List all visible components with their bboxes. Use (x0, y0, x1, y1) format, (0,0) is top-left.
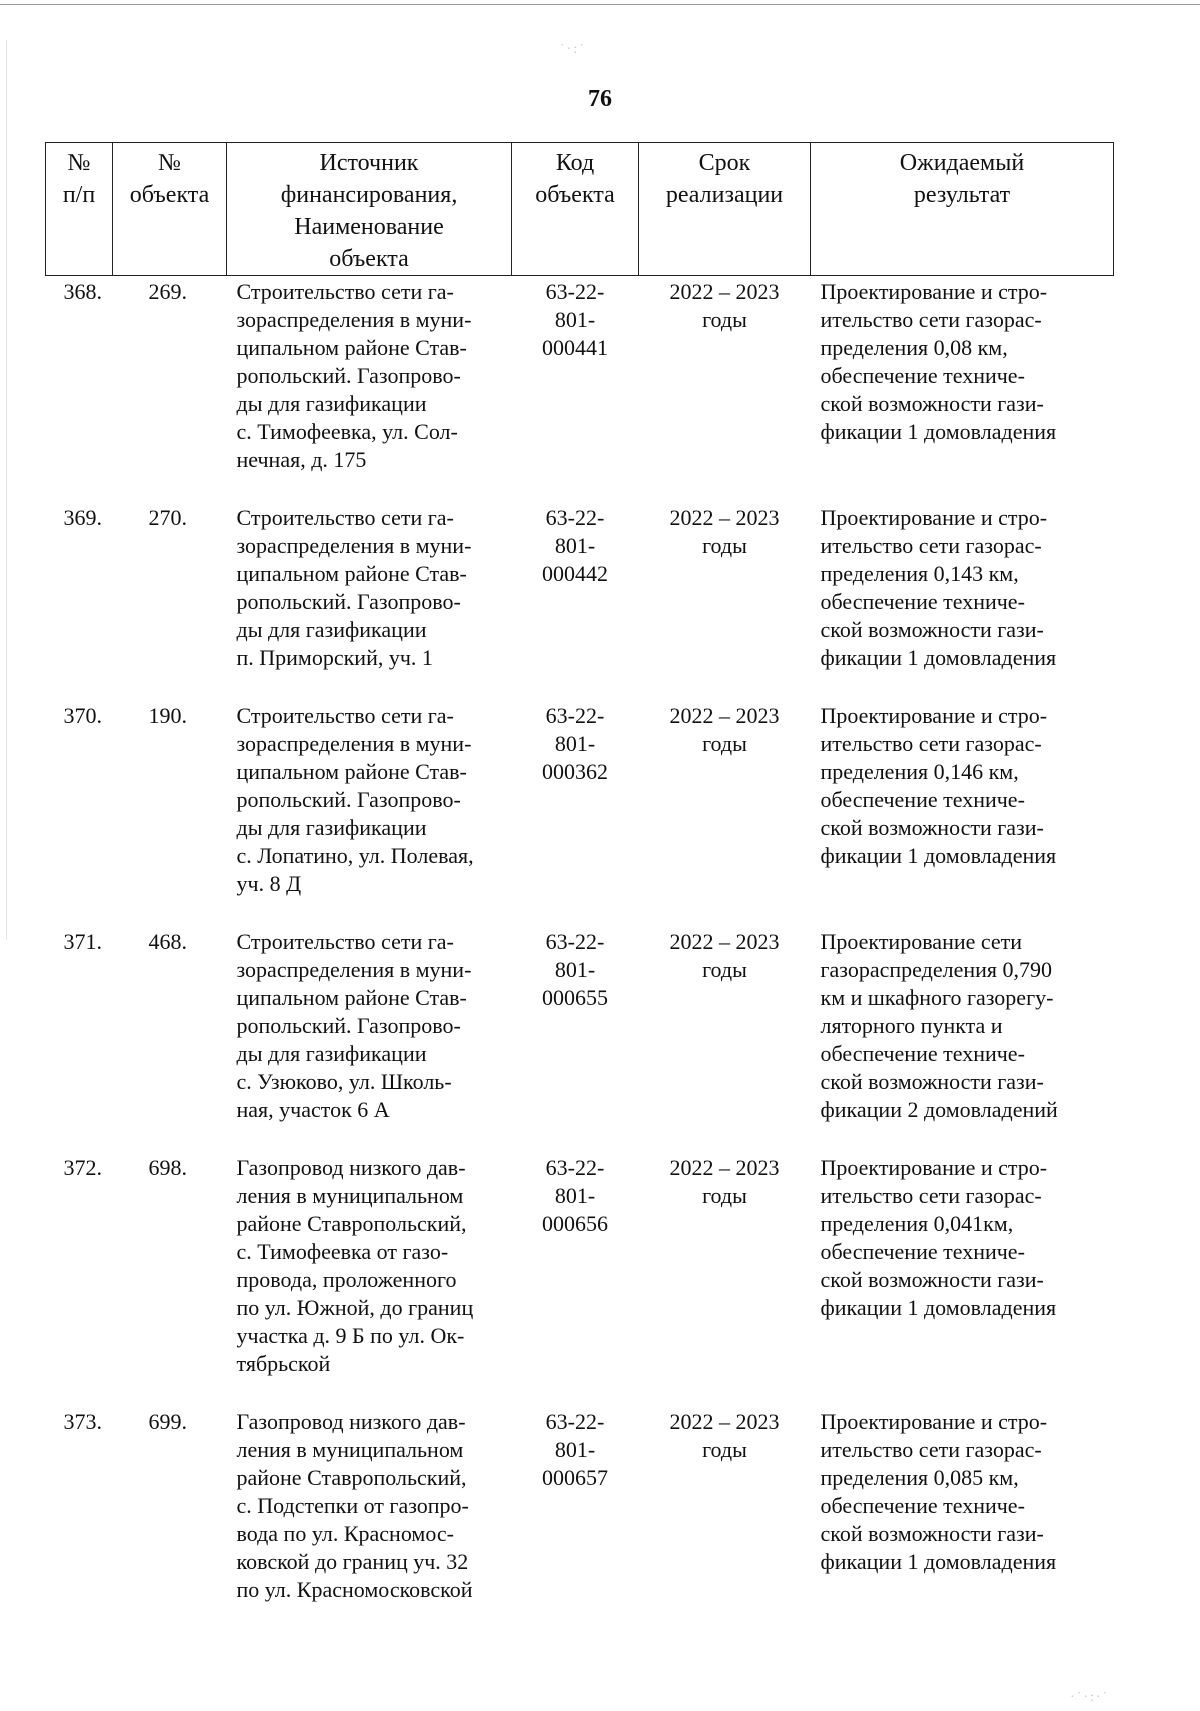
object-number: 468. (148, 929, 187, 954)
object-code: 63-22- 801- 000655 (542, 929, 608, 1010)
table-row (46, 1406, 1114, 1632)
scan-edge-line (6, 40, 7, 940)
object-number: 698. (148, 1155, 187, 1180)
row-number: 370. (63, 703, 102, 728)
object-term: 2022 – 2023 годы (669, 1155, 780, 1208)
expected-result: Проектирование сети газораспределения 0,790 км и шкафного газорегу- ляторного пункта и обеспечение техниче- ской возможности гази- фикации 2 домовладений (820, 929, 1058, 1122)
scan-noise: ˙·:˙ (560, 42, 586, 57)
object-name: Газопровод низкого дав- ления в муниципальном районе Ставропольский, с. Тимофеевка от газо- провода, проложенного по ул. Южной, до границ участка д. 9 Б по ул. Ок- тябрьской (236, 1155, 474, 1376)
row-number: 369. (63, 505, 102, 530)
table-row (46, 502, 1114, 700)
header-row-number: № п/п (46, 143, 113, 276)
object-term: 2022 – 2023 годы (669, 703, 780, 756)
object-number: 699. (148, 1409, 187, 1434)
object-code: 63-22- 801- 000442 (542, 505, 608, 586)
object-name: Строительство сети га- зораспределения в муни- ципальном районе Став- ропольский. Газопрово- ды для газификации с. Лопатино, ул. Полевая, уч. 8 Д (236, 703, 474, 896)
page-number: 76 (588, 86, 612, 112)
object-term: 2022 – 2023 годы (669, 505, 780, 558)
table-header-row (46, 143, 1114, 276)
table-row (46, 1152, 1114, 1406)
object-code: 63-22- 801- 000657 (542, 1409, 608, 1490)
objects-table (45, 142, 1114, 1632)
scan-noise: ·˙·:·˙ (1070, 1690, 1110, 1705)
expected-result: Проектирование и стро- ительство сети газорас- пределения 0,08 км, обеспечение техниче- ской возможности гази- фикации 1 домовладения (820, 279, 1057, 444)
object-term: 2022 – 2023 годы (669, 279, 780, 332)
row-number: 371. (63, 929, 102, 954)
expected-result: Проектирование и стро- ительство сети газорас- пределения 0,085 км, обеспечение техниче- ской возможности гази- фикации 1 домовладения (820, 1409, 1057, 1574)
object-term: 2022 – 2023 годы (669, 929, 780, 982)
top-border-line (0, 4, 1200, 5)
object-code: 63-22- 801- 000656 (542, 1155, 608, 1236)
object-name: Газопровод низкого дав- ления в муниципальном районе Ставропольский, с. Подстепки от газопро- вода по ул. Красномос- ковской до границ уч. 32 по ул. Красномосковской (236, 1409, 473, 1602)
object-term: 2022 – 2023 годы (669, 1409, 780, 1462)
table-row (46, 700, 1114, 926)
row-number: 368. (63, 279, 102, 304)
row-number: 373. (63, 1409, 102, 1434)
header-object-number: № объекта (113, 143, 227, 276)
row-number: 372. (63, 1155, 102, 1180)
object-number: 269. (148, 279, 187, 304)
header-term: Срок реализации (639, 143, 811, 276)
table-row (46, 276, 1114, 503)
object-number: 270. (148, 505, 187, 530)
object-code: 63-22- 801- 000362 (542, 703, 608, 784)
header-object-code: Код объекта (512, 143, 639, 276)
object-name: Строительство сети га- зораспределения в муни- ципальном районе Став- ропольский. Газопрово- ды для газификации п. Приморский, уч. 1 (236, 505, 472, 670)
header-expected-result: Ожидаемый результат (811, 143, 1114, 276)
object-number: 190. (148, 703, 187, 728)
table-row (46, 926, 1114, 1152)
object-name: Строительство сети га- зораспределения в муни- ципальном районе Став- ропольский. Газопрово- ды для газификации с. Узюково, ул. Школь- ная, участок 6 А (236, 929, 472, 1122)
expected-result: Проектирование и стро- ительство сети газорас- пределения 0,143 км, обеспечение техниче- ской возможности гази- фикации 1 домовладения (820, 505, 1057, 670)
object-name: Строительство сети га- зораспределения в муни- ципальном районе Став- ропольский. Газопрово- ды для газификации с. Тимофеевка, ул. Сол- нечная, д. 175 (236, 279, 472, 472)
header-object-name: Источник финансирования, Наименование объекта (227, 143, 512, 276)
object-code: 63-22- 801- 000441 (542, 279, 608, 360)
expected-result: Проектирование и стро- ительство сети газорас- пределения 0,146 км, обеспечение техниче- ской возможности гази- фикации 1 домовладения (820, 703, 1057, 868)
expected-result: Проектирование и стро- ительство сети газорас- пределения 0,041км, обеспечение техниче- ской возможности гази- фикации 1 домовладения (820, 1155, 1057, 1320)
